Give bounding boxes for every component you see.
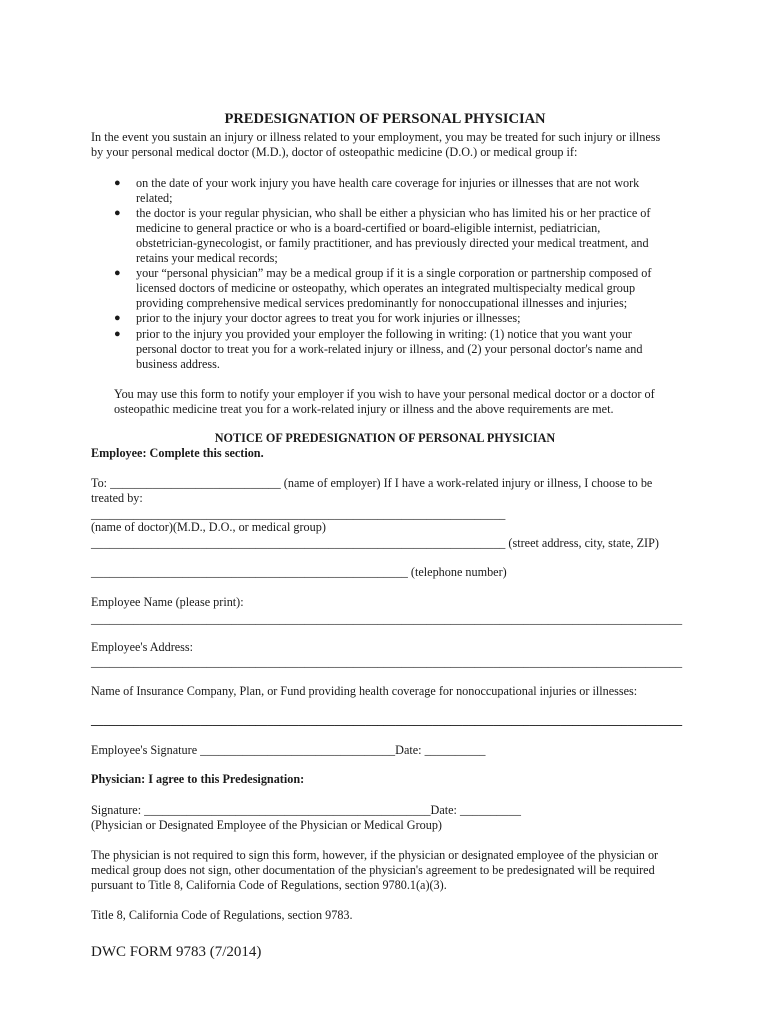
bullet-icon: ● [114,312,121,324]
employer-name-field[interactable]: To: ____________________________ (name of employer) If I have a work-related injury or illness, I choose to be [91,476,653,490]
bullet-5-line-3: business address. [136,357,220,371]
use-form-line-2: osteopathic medicine treat you for a work-related injury or illness and the above requirements are met. [114,402,614,416]
bullet-icon: ● [114,267,121,279]
bullet-icon: ● [114,207,121,219]
bullet-3-line-3: providing comprehensive medical services predominantly for nonoccupational illnesses and injuries; [136,296,628,310]
bullet-1-line-1: on the date of your work injury you have health care coverage for injuries or illnesses that are not work [136,176,640,190]
physician-signature-label: (Physician or Designated Employee of the Physician or Medical Group) [91,818,442,832]
regulation-citation: Title 8, California Code of Regulations, section 9783. [91,908,353,922]
form-number-footer: DWC FORM 9783 (7/2014) [91,944,262,960]
bullet-4-line-1: prior to the injury your doctor agrees to treat you for work injuries or illnesses; [136,311,521,325]
note-line-1: The physician is not required to sign this form, however, if the physician or designated employee of the physician or [91,848,659,862]
bullet-icon: ● [114,177,121,189]
bullet-2-line-3: obstetrician-gynecologist, or family practitioner, and has previously directed your medical treatment, and [136,236,649,250]
bullet-2-line-1: the doctor is your regular physician, who shall be either a physician who has limited his or her practice of [136,206,651,220]
treated-by-label: treated by: [91,491,143,505]
insurance-field[interactable]: _________________________________________________________________________________________________ [91,713,683,727]
employee-signature-field[interactable]: Employee's Signature ________________________________Date: __________ [91,743,486,757]
bullet-1-line-2: related; [136,191,173,205]
insurance-label: Name of Insurance Company, Plan, or Fund providing health coverage for nonoccupational injuries or illnesses: [91,684,638,698]
physician-signature-field[interactable]: Signature: _______________________________________________Date: __________ [91,803,521,817]
use-form-line-1: You may use this form to notify your employer if you wish to have your personal medical doctor or a doctor of [114,387,655,401]
doctor-address-field[interactable]: ____________________________________________________________________ (street address, city, state, ZIP) [91,536,659,550]
bullet-5-line-1: prior to the injury you provided your employer the following in writing: (1) notice that you want your [136,327,632,341]
notice-title: NOTICE OF PREDESIGNATION OF PERSONAL PHYSICIAN [214,431,556,445]
bullet-2-line-2: medicine to general practice or who is a board-certified or board-eligible internist, pediatrician, [136,221,601,235]
bullet-2-line-4: retains your medical records; [136,251,278,265]
employee-name-label: Employee Name (please print): [91,595,244,609]
document-title: PREDESIGNATION OF PERSONAL PHYSICIAN [224,111,546,127]
employee-address-field[interactable]: _________________________________________________________________________________________________ [91,655,683,669]
employee-name-field[interactable]: _________________________________________________________________________________________________ [91,612,683,626]
doctor-name-field[interactable]: ____________________________________________________________________ [91,507,506,521]
doctor-name-label: (name of doctor)(M.D., D.O., or medical group) [91,520,326,534]
intro-line-2: by your personal medical doctor (M.D.), doctor of osteopathic medicine (D.O.) or medical group if: [91,145,578,159]
physician-section-heading: Physician: I agree to this Predesignation: [91,772,305,786]
bullet-5-line-2: personal doctor to treat you for a work-related injury or illness, and (2) your personal doctor's name and [136,342,643,356]
intro-line-1: In the event you sustain an injury or illness related to your employment, you may be treated for such injury or illness [91,130,661,144]
doctor-phone-field[interactable]: ____________________________________________________ (telephone number) [91,565,507,579]
employee-section-heading: Employee: Complete this section. [91,446,264,460]
employee-address-label: Employee's Address: [91,640,194,654]
note-line-3: pursuant to Title 8, California Code of Regulations, section 9780.1(a)(3). [91,878,447,892]
bullet-icon: ● [114,328,121,340]
bullet-3-line-1: your “personal physician” may be a medical group if it is a single corporation or partnership composed of [136,266,652,280]
bullet-3-line-2: licensed doctors of medicine or osteopathy, which operates an integrated multispecialty medical group [136,281,636,295]
note-line-2: medical group does not sign, other documentation of the physician's agreement to be predesignated will be required [91,863,655,877]
